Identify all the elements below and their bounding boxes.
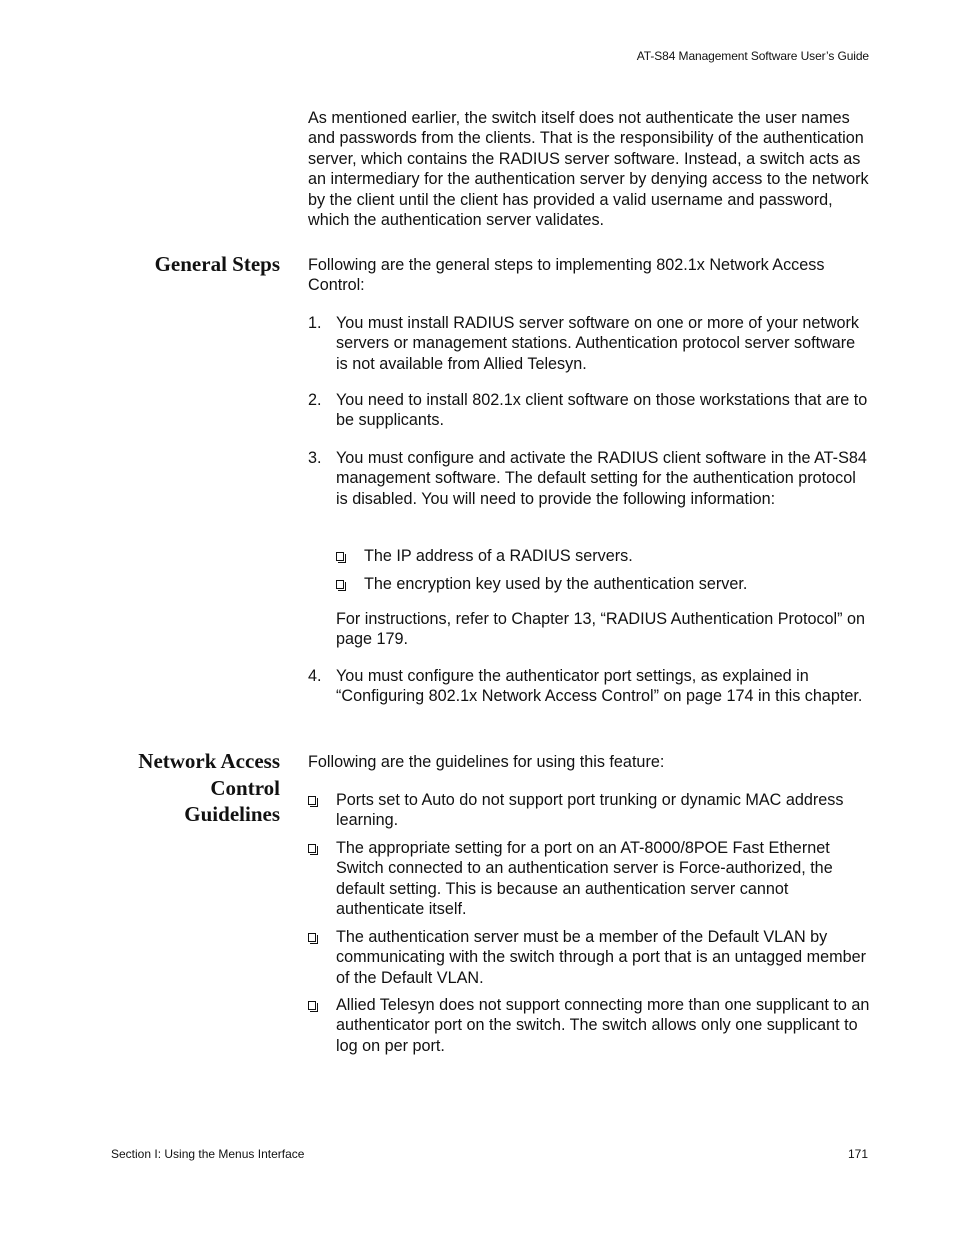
- page-number: 171: [847, 1147, 868, 1161]
- step-text: You must configure and activate the RADIUS client software in the AT-S84 management software. The default setting for the authentication protocol is disabled. You will need to provide the following information:: [336, 449, 867, 508]
- guidelines-heading-line: Network Access: [138, 749, 280, 773]
- checkbox-bullet-icon: [336, 552, 344, 561]
- step-item: [308, 390, 870, 431]
- step-text: You need to install 802.1x client software on those workstations that are to be supplicants.: [336, 391, 868, 430]
- step3-note: For instructions, refer to Chapter 13, “RADIUS Authentication Protocol” on page 179.: [336, 610, 866, 649]
- step-text: You must configure the authenticator port settings, as explained in “Configuring 802.1x Network Access Control” on page 174 in this chapter.: [336, 667, 863, 706]
- step-item: [308, 666, 870, 707]
- step-text: You must install RADIUS server software on one or more of your network servers or management stations. Authentication protocol server software is not available from Allied Telesyn.: [336, 314, 860, 373]
- checkbox-bullet-icon: [308, 933, 316, 942]
- guideline-text: The authentication server must be a member of the Default VLAN by communicating with the switch through a port that is an untagged member of the Default VLAN.: [336, 928, 866, 987]
- checkbox-bullet-icon: [308, 1001, 316, 1010]
- general-steps-lead: Following are the general steps to implementing 802.1x Network Access Control:: [308, 256, 825, 295]
- step-number: 1.: [308, 314, 322, 332]
- guideline-item: [308, 927, 870, 988]
- checkbox-bullet-icon: [308, 796, 316, 805]
- guidelines-heading: [138, 748, 280, 828]
- intro-paragraph: As mentioned earlier, the switch itself does not authenticate the user names and passwords from the clients. That is the responsibility of the authentication server, which contains the RADIUS server software. Instead, a switch acts as an intermediary for the authentication server by denying access to the network by the client until the client has provided a valid username and password, which the authentication server validates.: [308, 109, 869, 230]
- guideline-text: Allied Telesyn does not support connecting more than one supplicant to an authenticator port on the switch. The switch allows only one supplicant to log on per port.: [336, 996, 870, 1055]
- checkbox-bullet-icon: [308, 844, 316, 853]
- step-number: 3.: [308, 449, 322, 467]
- guideline-item: [308, 790, 870, 831]
- step-number: 2.: [308, 391, 322, 409]
- step-item: [308, 448, 870, 509]
- guidelines-heading-line: Guidelines: [184, 802, 280, 826]
- guideline-text: Ports set to Auto do not support port trunking or dynamic MAC address learning.: [336, 791, 844, 830]
- step3-bullet: [336, 546, 870, 566]
- checkbox-bullet-icon: [336, 580, 344, 589]
- bullet-text: The IP address of a RADIUS servers.: [364, 547, 633, 565]
- guidelines-lead: Following are the guidelines for using this feature:: [308, 753, 665, 771]
- step3-bullet: [336, 574, 870, 594]
- step-number: 4.: [308, 667, 322, 685]
- running-header: AT-S84 Management Software User’s Guide: [636, 49, 869, 63]
- guidelines-heading-line: Control: [210, 775, 280, 800]
- footer-section: Section I: Using the Menus Interface: [111, 1147, 305, 1161]
- step-item: [308, 313, 870, 374]
- guideline-item: [308, 838, 870, 920]
- guideline-item: [308, 995, 870, 1056]
- guideline-text: The appropriate setting for a port on an AT-8000/8POE Fast Ethernet Switch connected to an authentication server is Force-authorized, the default setting. This is because an authentication server cannot authenticate itself.: [336, 839, 833, 919]
- bullet-text: The encryption key used by the authentication server.: [364, 575, 748, 593]
- general-steps-heading: General Steps: [154, 252, 280, 276]
